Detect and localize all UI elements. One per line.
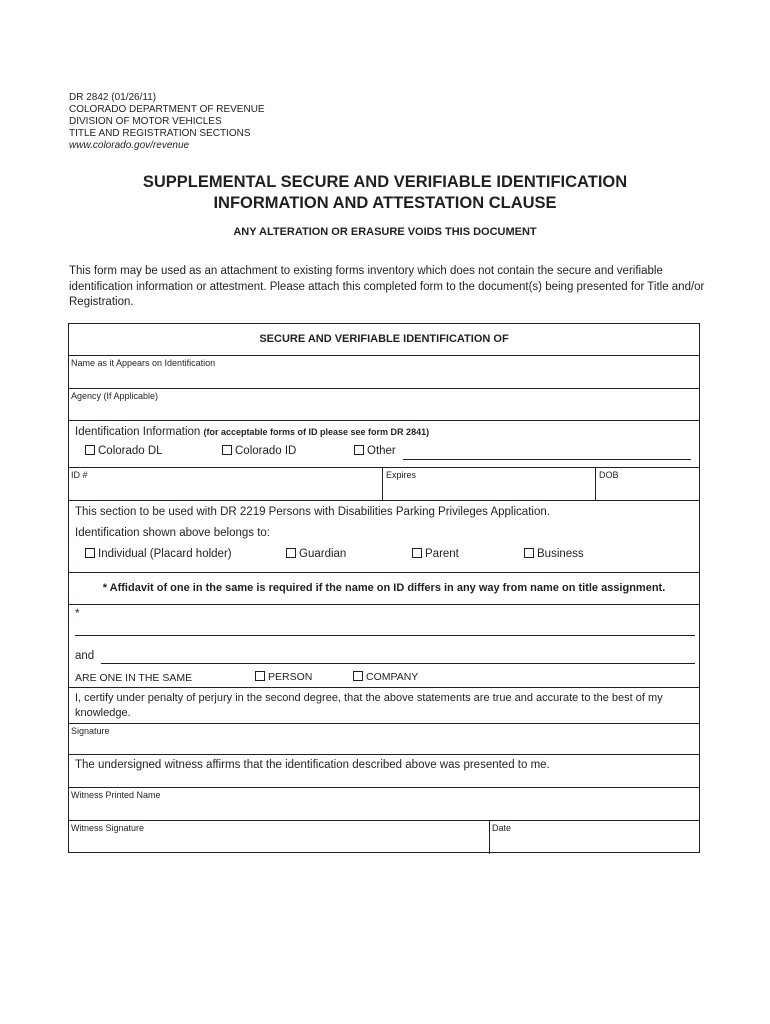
guardian-option[interactable] [286, 548, 346, 560]
witness-signature-field[interactable] [69, 821, 489, 854]
form-header [69, 92, 265, 152]
colorado-dl-checkbox[interactable] [85, 445, 95, 455]
parent-label: Parent [425, 548, 459, 560]
first-name-line[interactable] [75, 635, 695, 636]
other-checkbox[interactable] [354, 445, 364, 455]
date-field[interactable] [490, 821, 699, 854]
divider [382, 468, 383, 500]
witness-signature-label: Witness Signature [71, 823, 145, 833]
individual-checkbox[interactable] [85, 548, 95, 558]
affidavit-row [69, 573, 699, 605]
company-option[interactable] [353, 671, 418, 683]
website-url: www.colorado.gov/revenue [69, 140, 190, 151]
business-label: Business [537, 548, 584, 560]
colorado-dl-option[interactable] [85, 445, 163, 457]
individual-option[interactable] [85, 548, 232, 560]
one-in-same-section [69, 605, 699, 688]
witness-signature-row [69, 821, 699, 854]
date-label: Date [492, 823, 512, 833]
document-title [0, 172, 770, 214]
certify-section [69, 688, 699, 755]
signature-label: Signature [71, 726, 110, 736]
colorado-dl-label: Colorado DL [98, 445, 163, 457]
section-heading: SECURE AND VERIFIABLE IDENTIFICATION OF [259, 333, 509, 345]
id-number-label: ID # [71, 470, 88, 480]
asterisk-mark: * [75, 608, 80, 620]
person-option[interactable] [255, 671, 312, 683]
individual-label: Individual (Placard holder) [98, 548, 232, 560]
name-field[interactable] [69, 356, 699, 389]
intro-paragraph: This form may be used as an attachment to existing forms inventory which does not contain the secure and verifiable identification information or attestment. Please attach this completed form to the document(s) being presented for Title and/or Registration. [69, 265, 705, 308]
identification-form [68, 323, 700, 853]
dob-label: DOB [599, 470, 619, 480]
title-line-2: INFORMATION AND ATTESTATION CLAUSE [213, 194, 557, 212]
guardian-label: Guardian [299, 548, 347, 560]
business-checkbox[interactable] [524, 548, 534, 558]
disability-note: This section to be used with DR 2219 Persons with Disabilities Parking Privileges Application. [75, 506, 550, 518]
id-info-row [69, 421, 699, 468]
and-label: and [75, 650, 95, 662]
witness-affirm-row [69, 755, 699, 788]
title-line-1: SUPPLEMENTAL SECURE AND VERIFIABLE IDENTIFICATION [142, 173, 628, 191]
other-input-line[interactable] [403, 459, 691, 460]
parent-checkbox[interactable] [412, 548, 422, 558]
id-info-heading [75, 426, 429, 438]
colorado-id-option[interactable] [222, 445, 296, 457]
division-name: DIVISION OF MOTOR VEHICLES [69, 116, 222, 127]
other-label: Other [367, 445, 396, 457]
belongs-label: Identification shown above belongs to: [75, 527, 270, 539]
id-details-row [69, 468, 699, 501]
other-option[interactable] [354, 445, 396, 457]
agency-label: Agency (If Applicable) [71, 391, 159, 401]
sections-name: TITLE AND REGISTRATION SECTIONS [69, 128, 251, 139]
second-name-line[interactable] [101, 663, 695, 664]
person-label: PERSON [268, 671, 313, 683]
parent-option[interactable] [412, 548, 459, 560]
signature-field[interactable] [69, 723, 699, 754]
guardian-checkbox[interactable] [286, 548, 296, 558]
department-name: COLORADO DEPARTMENT OF REVENUE [69, 104, 265, 115]
witness-affirm-text: The undersigned witness affirms that the identification described above was presented to me. [75, 759, 550, 771]
name-label: Name as it Appears on Identification [71, 358, 216, 368]
expires-label: Expires [386, 470, 417, 480]
one-same-label: ARE ONE IN THE SAME [75, 672, 193, 684]
person-checkbox[interactable] [255, 671, 265, 681]
witness-name-field[interactable] [69, 788, 699, 821]
business-option[interactable] [524, 548, 584, 560]
certify-text: I, certify under penalty of perjury in the second degree, that the above statements are true and accurate to the best of my knowledge. [75, 692, 663, 719]
company-checkbox[interactable] [353, 671, 363, 681]
witness-name-label: Witness Printed Name [71, 790, 161, 800]
divider [595, 468, 596, 500]
alteration-warning: ANY ALTERATION OR ERASURE VOIDS THIS DOCUMENT [233, 226, 537, 238]
form-code: DR 2842 (01/26/11) [69, 92, 157, 103]
agency-field[interactable] [69, 389, 699, 421]
section-heading-row [69, 324, 699, 356]
company-label: COMPANY [366, 671, 419, 683]
colorado-id-label: Colorado ID [235, 445, 297, 457]
disability-section [69, 501, 699, 573]
affidavit-note: * Affidavit of one in the same is required if the name on ID differs in any way from name on title assignment. [102, 582, 666, 594]
id-info-label: Identification Information [75, 426, 201, 438]
id-info-note: (for acceptable forms of ID please see form DR 2841) [203, 427, 430, 437]
colorado-id-checkbox[interactable] [222, 445, 232, 455]
